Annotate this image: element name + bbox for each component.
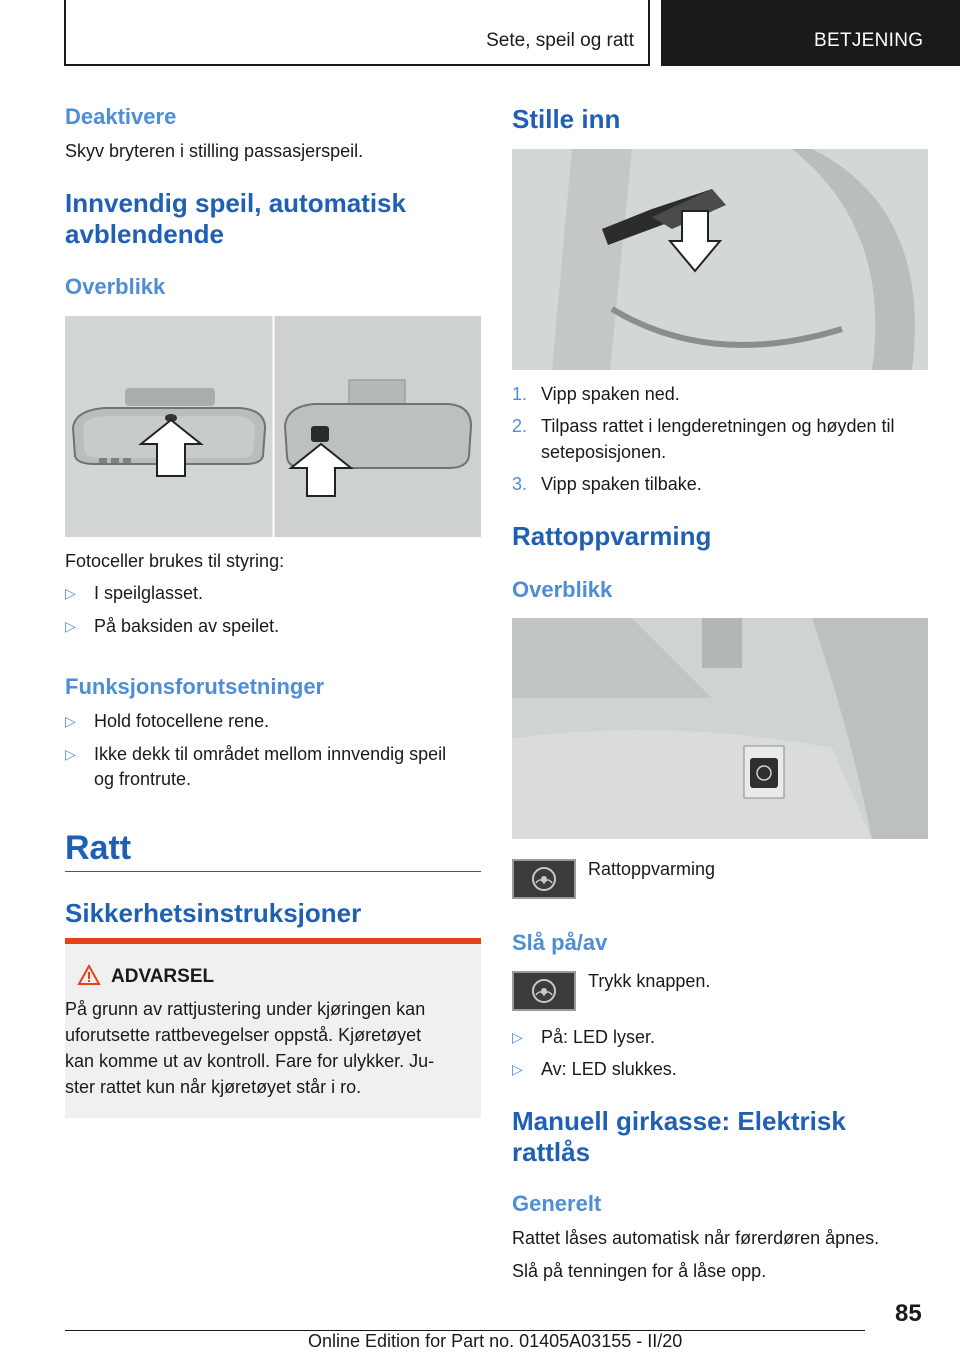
- steering-heat-button-icon: [512, 859, 576, 899]
- bullet-marker: ▷: [65, 618, 76, 634]
- header-chapter-box: [661, 0, 960, 66]
- heated-steering-wheel-icon: [514, 861, 574, 897]
- ratt-rule: [65, 871, 481, 872]
- step-2-cont: seteposisjonen.: [541, 442, 667, 462]
- header-chapter-title: BETJENING: [814, 30, 924, 51]
- bullet-marker: ▷: [512, 1029, 523, 1045]
- funksjon-bullet-2-cont: og frontrute.: [94, 769, 192, 789]
- steering-heat-button-icon-2: [512, 971, 576, 1011]
- ratt-heading: Ratt: [65, 829, 132, 867]
- mirror-image: [65, 316, 481, 537]
- warning-line-2: uforutsette rattbevegelser oppstå. Kjøretøyet: [65, 1025, 422, 1045]
- fotoceller-text: Fotoceller brukes til styring:: [65, 551, 285, 571]
- footer-edition: Online Edition for Part no. 01405A03155 - II/20: [308, 1331, 683, 1351]
- generelt-line-2: Slå på tenningen for å låse opp.: [512, 1261, 767, 1281]
- warning-box: [65, 944, 481, 1118]
- bullet-marker: ▷: [512, 1061, 523, 1077]
- sikkerhet-heading: Sikkerhetsinstruksjoner: [65, 898, 362, 928]
- deaktivere-heading: Deaktivere: [65, 104, 177, 129]
- speil-heading-line1: Innvendig speil, automatisk: [65, 188, 406, 218]
- warning-line-1: På grunn av rattjustering under kjøringen kan: [65, 999, 426, 1019]
- rattopp-heading: Rattoppvarming: [512, 521, 712, 551]
- warning-icon: [77, 964, 101, 986]
- warning-label: ADVARSEL: [111, 966, 215, 987]
- stille-inn-heading: Stille inn: [512, 104, 621, 134]
- sla-heading: Slå på/av: [512, 930, 608, 955]
- header-section-box: [64, 0, 650, 66]
- overblikk-heading-left: Overblikk: [65, 274, 166, 299]
- generelt-line-1: Rattet låses automatisk når førerdøren åpnes.: [512, 1228, 880, 1248]
- header-section-title: Sete, speil og ratt: [486, 30, 634, 51]
- steering-heat-image: [512, 618, 928, 839]
- bullet-marker: ▷: [65, 746, 76, 762]
- manuell-heading-line1: Manuell girkasse: Elektrisk: [512, 1106, 846, 1136]
- manuell-heading-line2: rattlås: [512, 1137, 591, 1167]
- steering-lever-image: [512, 149, 928, 370]
- bullet-marker: ▷: [65, 713, 76, 729]
- sla-text: Trykk knappen.: [588, 971, 711, 991]
- speil-heading-line2: avblendende: [65, 219, 224, 249]
- warning-line-4: ster rattet kun når kjøretøyet står i ro.: [65, 1077, 362, 1097]
- funksjon-heading: Funksjonsforutsetninger: [65, 674, 325, 699]
- warning-line-3: kan komme ut av kontroll. Fare for ulykker. Ju-: [65, 1051, 435, 1071]
- icon-label: Rattoppvarming: [588, 859, 716, 879]
- deaktivere-text: Skyv bryteren i stilling passasjerspeil.: [65, 141, 364, 161]
- overblikk-heading-right: Overblikk: [512, 577, 613, 602]
- heated-steering-wheel-icon: [514, 973, 574, 1009]
- generelt-heading: Generelt: [512, 1191, 602, 1216]
- page-number: 85: [895, 1300, 922, 1327]
- bullet-marker: ▷: [65, 585, 76, 601]
